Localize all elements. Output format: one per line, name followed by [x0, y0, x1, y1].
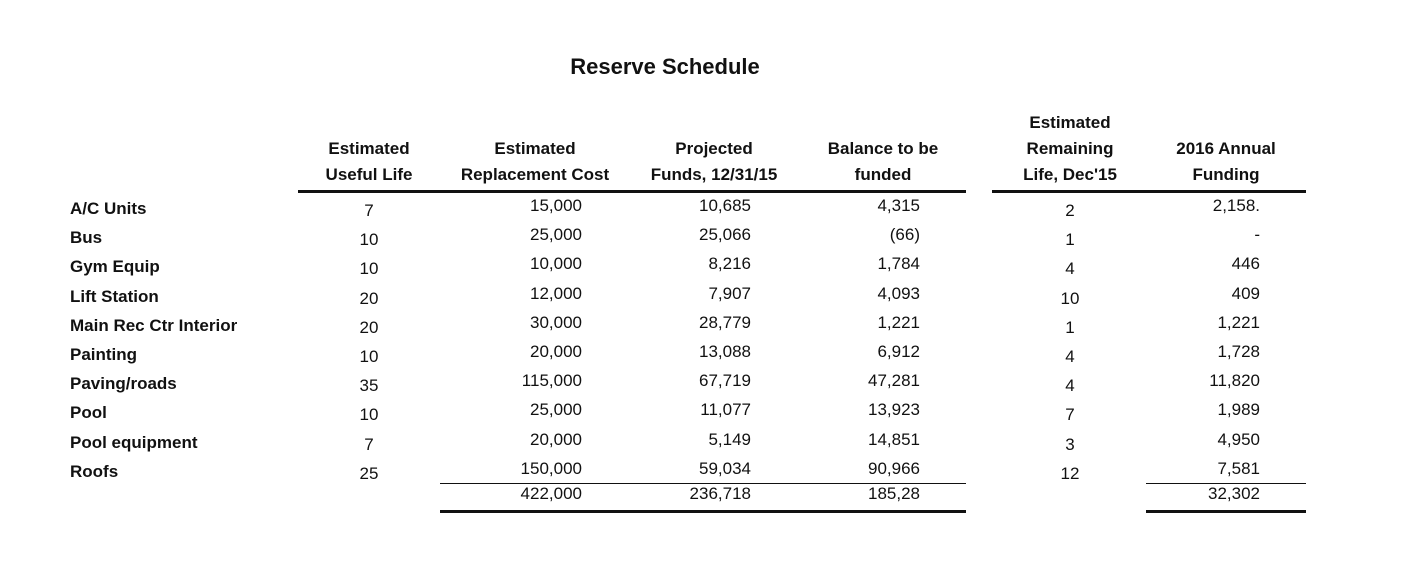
row-label-cell: Paving/roads: [70, 374, 177, 394]
useful-life-cell: 7: [364, 201, 374, 220]
table-row: [0, 372, 1408, 401]
replacement-cost-cell: 20,000: [530, 429, 582, 449]
useful-life-cell: 10: [359, 230, 379, 250]
header-line: Funds, 12/31/15: [650, 165, 778, 184]
table-row: [0, 285, 1408, 314]
replacement-cost-cell: 25,000: [530, 400, 582, 420]
projected-funds-cell: 28,779: [699, 312, 751, 332]
table-row: [0, 197, 1408, 226]
total-double-rule-right: [1146, 510, 1306, 513]
row-label-cell: Roofs: [70, 461, 119, 481]
annual-funding-cell: 409: [1231, 283, 1260, 303]
projected-funds-cell: 7,907: [708, 283, 751, 303]
projected-funds-cell: 25,066: [699, 225, 751, 245]
balance-to-fund-cell: 1,784: [877, 254, 920, 274]
balance-to-fund-cell: 13,923: [868, 400, 920, 420]
header-line: Life, Dec'15: [1023, 165, 1117, 184]
remaining-life-cell: 12: [1060, 463, 1080, 483]
header-rule-right: [992, 190, 1306, 193]
header-line: Estimated: [494, 139, 576, 158]
useful-life-cell: 10: [359, 347, 379, 366]
remaining-life-cell: 1: [1065, 317, 1075, 337]
table-row: [0, 255, 1408, 284]
balance-to-fund-cell: 14,851: [868, 429, 920, 449]
useful-life-cell: 7: [364, 434, 374, 454]
projected-funds-cell: 11,077: [700, 400, 751, 420]
balance-to-fund-cell: 6,912: [877, 342, 920, 361]
replacement-cost-cell: 150,000: [520, 458, 582, 478]
replacement-cost-cell: 30,000: [530, 312, 582, 332]
replacement-cost-cell: 115,000: [521, 371, 582, 391]
header-line: Funding: [1192, 165, 1260, 184]
useful-life-cell: 10: [359, 405, 379, 425]
row-label-cell: Gym Equip: [70, 257, 160, 277]
row-label-cell: Pool equipment: [70, 432, 198, 452]
balance-to-fund-cell: 1,221: [877, 312, 920, 332]
total-replacement-cost: 422,000: [520, 484, 582, 503]
replacement-cost-cell: 15,000: [530, 196, 582, 215]
remaining-life-cell: 10: [1060, 288, 1080, 308]
remaining-life-cell: 4: [1065, 259, 1075, 279]
projected-funds-cell: 13,088: [699, 342, 751, 361]
header-line: Projected: [675, 139, 753, 158]
replacement-cost-cell: 25,000: [530, 225, 582, 245]
header-line: Estimated: [1029, 113, 1111, 132]
table-row: [0, 314, 1408, 343]
table-row: [0, 226, 1408, 255]
annual-funding-cell: 1,728: [1217, 342, 1260, 361]
balance-to-fund-cell: 47,281: [868, 371, 920, 391]
header-line: Replacement Cost: [460, 165, 610, 184]
remaining-life-cell: 4: [1065, 347, 1075, 366]
header-remaining-life: [992, 110, 1148, 188]
useful-life-cell: 35: [359, 376, 379, 396]
table-row: [0, 343, 1408, 372]
useful-life-cell: 10: [359, 259, 379, 279]
row-label-cell: Bus: [70, 228, 103, 248]
header-line: Useful Life: [325, 165, 413, 184]
remaining-life-cell: 2: [1065, 201, 1075, 220]
annual-funding-cell: 1,221: [1217, 312, 1260, 332]
row-label-cell: A/C Units: [70, 199, 147, 218]
annual-funding-cell: 11,820: [1209, 371, 1260, 391]
header-balance: [800, 136, 966, 188]
annual-funding-cell: 1,989: [1217, 400, 1260, 420]
table-row: [0, 431, 1408, 460]
useful-life-cell: 25: [359, 463, 379, 483]
row-label-cell: Lift Station: [70, 286, 159, 306]
header-line: funded: [854, 165, 912, 184]
annual-funding-cell: 2,158.: [1212, 196, 1260, 215]
annual-funding-cell: -: [1254, 225, 1260, 245]
projected-funds-cell: 8,216: [708, 254, 751, 274]
useful-life-cell: 20: [359, 317, 379, 337]
remaining-life-cell: 1: [1065, 230, 1075, 250]
total-double-rule-left: [440, 510, 966, 513]
header-rule-left: [298, 190, 966, 193]
projected-funds-cell: 5,149: [708, 429, 751, 449]
row-label-cell: Main Rec Ctr Interior: [70, 315, 238, 335]
annual-funding-cell: 446: [1231, 254, 1260, 274]
balance-to-fund-cell: 90,966: [868, 458, 920, 478]
row-label-cell: Pool: [70, 403, 107, 423]
header-annual-funding: [1150, 136, 1302, 188]
header-line: Estimated: [328, 139, 410, 158]
balance-to-fund-cell: 4,093: [877, 283, 920, 303]
balance-to-fund-cell: 4,315: [877, 196, 920, 215]
totals-row: [0, 484, 1408, 513]
projected-funds-cell: 67,719: [699, 371, 751, 391]
annual-funding-cell: 7,581: [1217, 458, 1260, 478]
replacement-cost-cell: 12,000: [530, 283, 582, 303]
useful-life-cell: 20: [359, 288, 379, 308]
header-line: Balance to be: [827, 139, 939, 158]
remaining-life-cell: 4: [1065, 376, 1075, 396]
total-projected-funds: 236,718: [689, 484, 751, 503]
remaining-life-cell: 7: [1065, 405, 1075, 425]
remaining-life-cell: 3: [1065, 434, 1075, 454]
header-projected-funds: [630, 136, 798, 188]
annual-funding-cell: 4,950: [1217, 429, 1260, 449]
header-line: Remaining: [1026, 139, 1114, 158]
table-row: [0, 401, 1408, 430]
projected-funds-cell: 59,034: [699, 458, 751, 478]
header-line: 2016 Annual: [1176, 139, 1276, 158]
header-useful-life: [310, 136, 428, 188]
page-title: Reserve Schedule: [570, 54, 760, 79]
projected-funds-cell: 10,685: [699, 196, 751, 215]
replacement-cost-cell: 10,000: [530, 254, 582, 274]
total-annual-funding: 32,302: [1208, 484, 1260, 503]
total-balance: 185,28: [868, 484, 920, 503]
header-replacement-cost: [440, 136, 630, 188]
replacement-cost-cell: 20,000: [530, 342, 582, 361]
row-label-cell: Painting: [70, 345, 138, 364]
balance-to-fund-cell: (66): [889, 225, 920, 245]
